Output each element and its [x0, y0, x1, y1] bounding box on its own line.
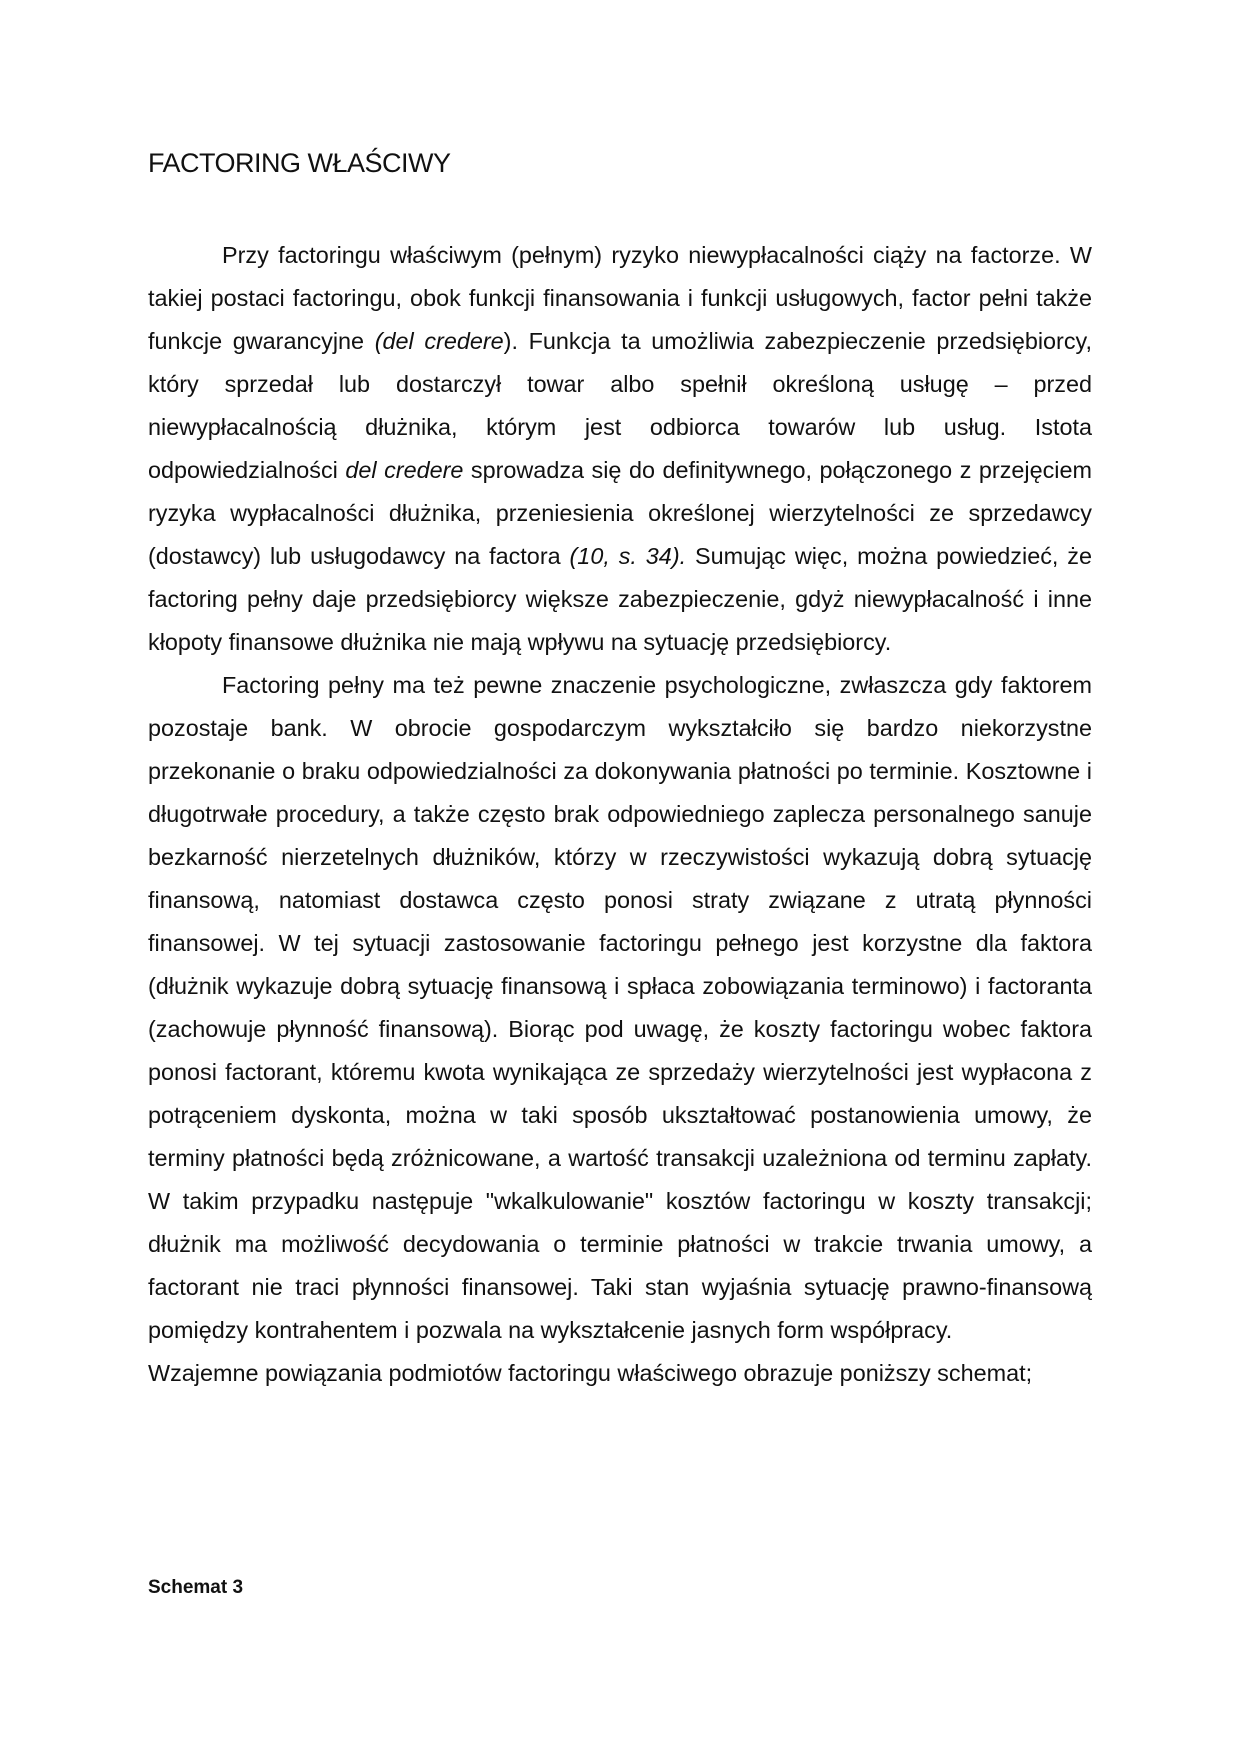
schema-caption: Schemat 3 — [148, 1577, 244, 1598]
paragraph-3: Wzajemne powiązania podmiotów factoringu właściwego obrazuje poniższy schemat; — [148, 1360, 1033, 1386]
paragraph-1-text-1: Przy factoringu właściwym (pełnym) ryzyko niewypłacalności ciąży na factorze. W takiej postaci factoringu, obok funkcji finansowania i funkcji usługowych, factor pełni także funkcje gwarancyjne — [148, 242, 1092, 354]
paragraph-1-italic-del-credere: (del credere — [374, 328, 504, 354]
paragraph-1-text-2: ). Funkcja ta umożliwia zabezpieczenie przedsiębiorcy, który sprzedał lub dostarczył towar albo spełnił określoną usługę – przed niewypłacalnością dłużnika, którym jest odbiorca towarów lub usług. Istota odpowiedzialności — [148, 328, 1093, 483]
body-text — [148, 234, 1092, 1395]
paragraph-1-citation: (10, s. 34). — [569, 543, 687, 569]
paragraph-1-text-4: Sumując więc, można powiedzieć, że factoring pełny daje przedsiębiorcy większe zabezpieczenie, gdyż niewypłacalność i inne kłopoty finansowe dłużnika nie mają wpływu na sytuację przedsiębiorcy. — [148, 543, 1092, 655]
page-title: FACTORING WŁAŚCIWY — [148, 148, 451, 178]
paragraph-1-italic-del-credere-2: del credere — [345, 457, 464, 483]
paragraph-1 — [148, 234, 1092, 664]
paragraph-2: Factoring pełny ma też pewne znaczenie psychologiczne, zwłaszcza gdy faktorem pozostaje bank. W obrocie gospodarczym wykształciło się bardzo niekorzystne przekonanie o braku odpowiedzialności za dokonywania płatności po terminie. Kosztowne i długotrwałe procedury, a także często brak odpowiedniego zaplecza personalnego sanuje bezkarność nierzetelnych dłużników, którzy w rzeczywistości wykazują dobrą sytuację finansową, natomiast dostawca często ponosi straty związane z utratą płynności finansowej. W tej sytuacji zastosowanie factoringu pełnego jest korzystne dla faktora (dłużnik wykazuje dobrą sytuację finansową i spłaca zobowiązania terminowo) i factoranta (zachowuje płynność finansową). Biorąc pod uwagę, że koszty factoringu wobec faktora ponosi factorant, któremu kwota wynikająca ze sprzedaży wierzytelności jest wypłacona z potrąceniem dyskonta, można w taki sposób ukształtować postanowienia umowy, że terminy płatności będą zróżnicowane, a wartość transakcji uzależniona od terminu zapłaty. W takim przypadku następuje "wkalkulowanie" kosztów factoringu w koszty transakcji; dłużnik ma możliwość decydowania o terminie płatności w trakcie trwania umowy, a factorant nie traci płynności finansowej. Taki stan wyjaśnia sytuację prawno-finansową pomiędzy kontrahentem i pozwala na wykształcenie jasnych form współpracy. — [148, 672, 1092, 1343]
paragraph-1-text-3: sprowadza się do definitywnego, połączonego z przejęciem ryzyka wypłacalności dłużnika, przeniesienia określonej wierzytelności ze sprzedawcy (dostawcy) lub usługodawcy na factora — [148, 457, 1092, 569]
